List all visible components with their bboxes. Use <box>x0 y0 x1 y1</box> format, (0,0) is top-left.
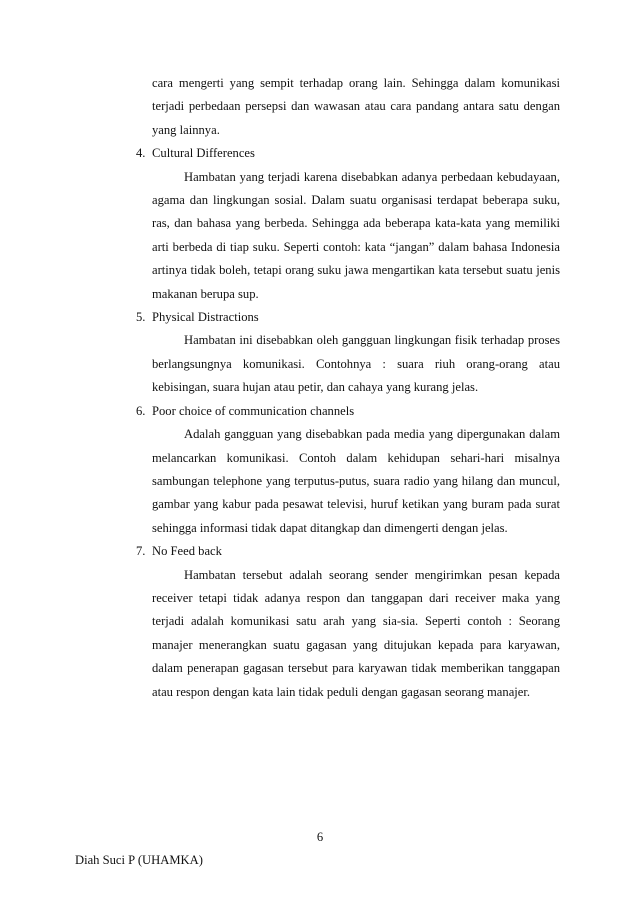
item-number: 7. <box>136 544 146 559</box>
item-number: 5. <box>136 310 146 325</box>
list-item-4 <box>136 142 560 306</box>
item-title: Cultural Differences <box>152 146 255 161</box>
item-title: Physical Distractions <box>152 310 259 325</box>
item-number: 4. <box>136 146 146 161</box>
item-title: Poor choice of communication channels <box>152 403 355 418</box>
list-item-6 <box>136 400 560 540</box>
item-heading <box>136 142 560 165</box>
item-body: Hambatan yang terjadi karena disebabkan adanya perbedaan kebudayaan, agama dan lingkungan sosial. Dalam suatu organisasi terdapat beberapa suku, ras, dan bahasa yang berbeda. Sehingga ada beberapa kata-kata yang memiliki arti berbeda di tiap suku. Seperti contoh: kata “jangan” dalam bahasa Indonesia artinya tidak boleh, tetapi orang suku jawa mengartikan kata tersebut suatu jenis makanan berupa sup. <box>152 169 560 301</box>
item-heading <box>136 540 560 563</box>
footer-author: Diah Suci P (UHAMKA) <box>75 853 203 867</box>
page-content <box>136 72 560 704</box>
list-item-5 <box>136 306 560 400</box>
item-body: Hambatan ini disebabkan oleh gangguan lingkungan fisik terhadap proses berlangsungnya komunikasi. Contohnya : suara riuh orang-orang atau kebisingan, suara hujan atau petir, dan cahaya yang kurang jelas. <box>152 333 560 395</box>
list-item-7 <box>136 540 560 704</box>
intro-paragraph: cara mengerti yang sempit terhadap orang lain. Sehingga dalam komunikasi terjadi perbedaan persepsi dan wawasan atau cara pandang antara satu dengan yang lainnya. <box>152 76 560 137</box>
item-body: Adalah gangguan yang disebabkan pada media yang dipergunakan dalam melancarkan komunikasi. Contoh dalam kehidupan sehari-hari misalnya sambungan telephone yang terputus-putus, suara radio yang hilang dan muncul, gambar yang kabur pada pesawat televisi, huruf ketikan yang buram pada surat sehingga informasi tidak dapat ditangkap dan dimengerti dengan jelas. <box>152 427 560 535</box>
item-heading <box>136 400 560 423</box>
page-number: 6 <box>316 830 324 844</box>
item-body: Hambatan tersebut adalah seorang sender mengirimkan pesan kepada receiver tetapi tidak adanya respon dan tanggapan dari receiver maka yang terjadi adalah komunikasi satu arah yang sia-sia. Seperti contoh : Seorang manajer menerangkan suatu gagasan yang ditujukan kepada para karyawan, dalam penerapan gagasan tersebut para karyawan tidak memberikan tanggapan atau respon dengan kata lain tidak peduli dengan gagasan seorang manajer. <box>152 567 560 699</box>
item-title: No Feed back <box>152 544 222 559</box>
item-heading <box>136 306 560 329</box>
item-number: 6. <box>136 403 146 418</box>
